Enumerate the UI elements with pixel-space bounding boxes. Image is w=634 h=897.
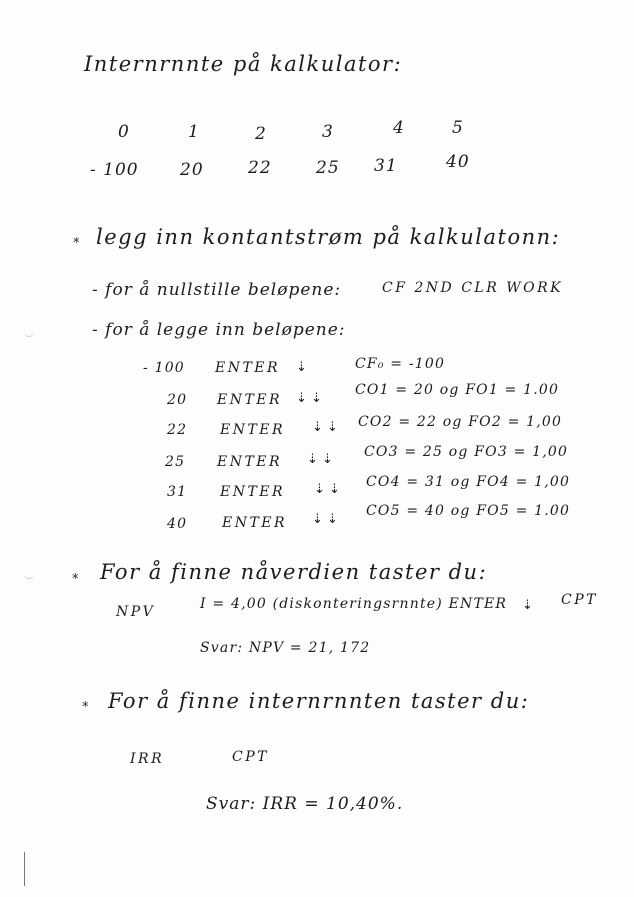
- page-title: Internrnnte på kalkulator:: [84, 52, 403, 76]
- down-arrow-icon: ⇣ ⇣: [312, 420, 338, 435]
- punch-hole-mark: [24, 330, 34, 337]
- bullet-1: *: [73, 236, 80, 251]
- row-value: 20: [167, 392, 188, 408]
- irr-key: IRR: [130, 751, 165, 767]
- row-key: ENTER: [222, 515, 288, 531]
- row-result: CO5 = 40 og FO5 = 1.00: [366, 503, 571, 519]
- npv-input: I = 4,00 (diskonteringsrnnte) ENTER: [200, 596, 508, 612]
- cashflow-1: 20: [180, 160, 204, 180]
- section1-heading: legg inn kontantstrøm på kalkulatonn:: [96, 225, 561, 249]
- row-key: ENTER: [215, 360, 281, 376]
- cashflow-4: 31: [374, 156, 398, 176]
- row-result: CF₀ = -100: [355, 356, 446, 372]
- cashflow-2: 22: [248, 158, 272, 178]
- cashflow-3: 25: [316, 158, 340, 178]
- period-4: 4: [393, 118, 405, 138]
- period-3: 3: [322, 122, 334, 142]
- period-1: 1: [188, 122, 200, 142]
- cashflow-0: - 100: [90, 160, 139, 180]
- period-2: 2: [255, 124, 267, 144]
- section3-heading: For å finne internrnnten taster du:: [108, 689, 530, 713]
- down-arrow-icon: ⇣: [522, 598, 533, 613]
- row-value: 25: [165, 454, 186, 470]
- row-result: CO2 = 22 og FO2 = 1,00: [358, 414, 563, 430]
- down-arrow-icon: ⇣ ⇣: [296, 391, 322, 406]
- row-key: ENTER: [220, 484, 286, 500]
- down-arrow-icon: ⇣ ⇣: [312, 512, 338, 527]
- irr-answer: Svar: IRR = 10,40%.: [206, 794, 404, 814]
- row-value: 31: [167, 484, 188, 500]
- row-value: 40: [167, 516, 188, 532]
- row-result: CO3 = 25 og FO3 = 1,00: [364, 444, 569, 460]
- enter-instruction: - for å legge inn beløpene:: [92, 320, 346, 340]
- bullet-2: *: [72, 572, 79, 587]
- down-arrow-icon: ⇣: [296, 360, 307, 375]
- clear-instruction: - for å nullstille beløpene:: [92, 280, 342, 300]
- period-0: 0: [118, 122, 130, 142]
- margin-mark: [24, 852, 25, 886]
- punch-hole-mark: [24, 572, 34, 579]
- section2-heading: For å finne nåverdien taster du:: [100, 560, 488, 584]
- clear-keys: CF 2ND CLR WORK: [382, 280, 564, 296]
- row-key: ENTER: [217, 392, 283, 408]
- row-value: 22: [167, 422, 188, 438]
- cashflow-5: 40: [446, 152, 470, 172]
- down-arrow-icon: ⇣ ⇣: [314, 482, 340, 497]
- row-key: ENTER: [220, 422, 286, 438]
- row-key: ENTER: [217, 454, 283, 470]
- irr-cpt: CPT: [232, 749, 269, 765]
- row-result: CO1 = 20 og FO1 = 1.00: [355, 382, 560, 398]
- row-result: CO4 = 31 og FO4 = 1,00: [366, 474, 571, 490]
- npv-answer: Svar: NPV = 21, 172: [200, 640, 371, 656]
- period-5: 5: [452, 118, 464, 138]
- row-value: - 100: [143, 360, 185, 376]
- bullet-3: *: [82, 700, 89, 715]
- down-arrow-icon: ⇣ ⇣: [307, 452, 333, 467]
- npv-key: NPV: [116, 604, 156, 620]
- npv-cpt: CPT: [561, 592, 598, 608]
